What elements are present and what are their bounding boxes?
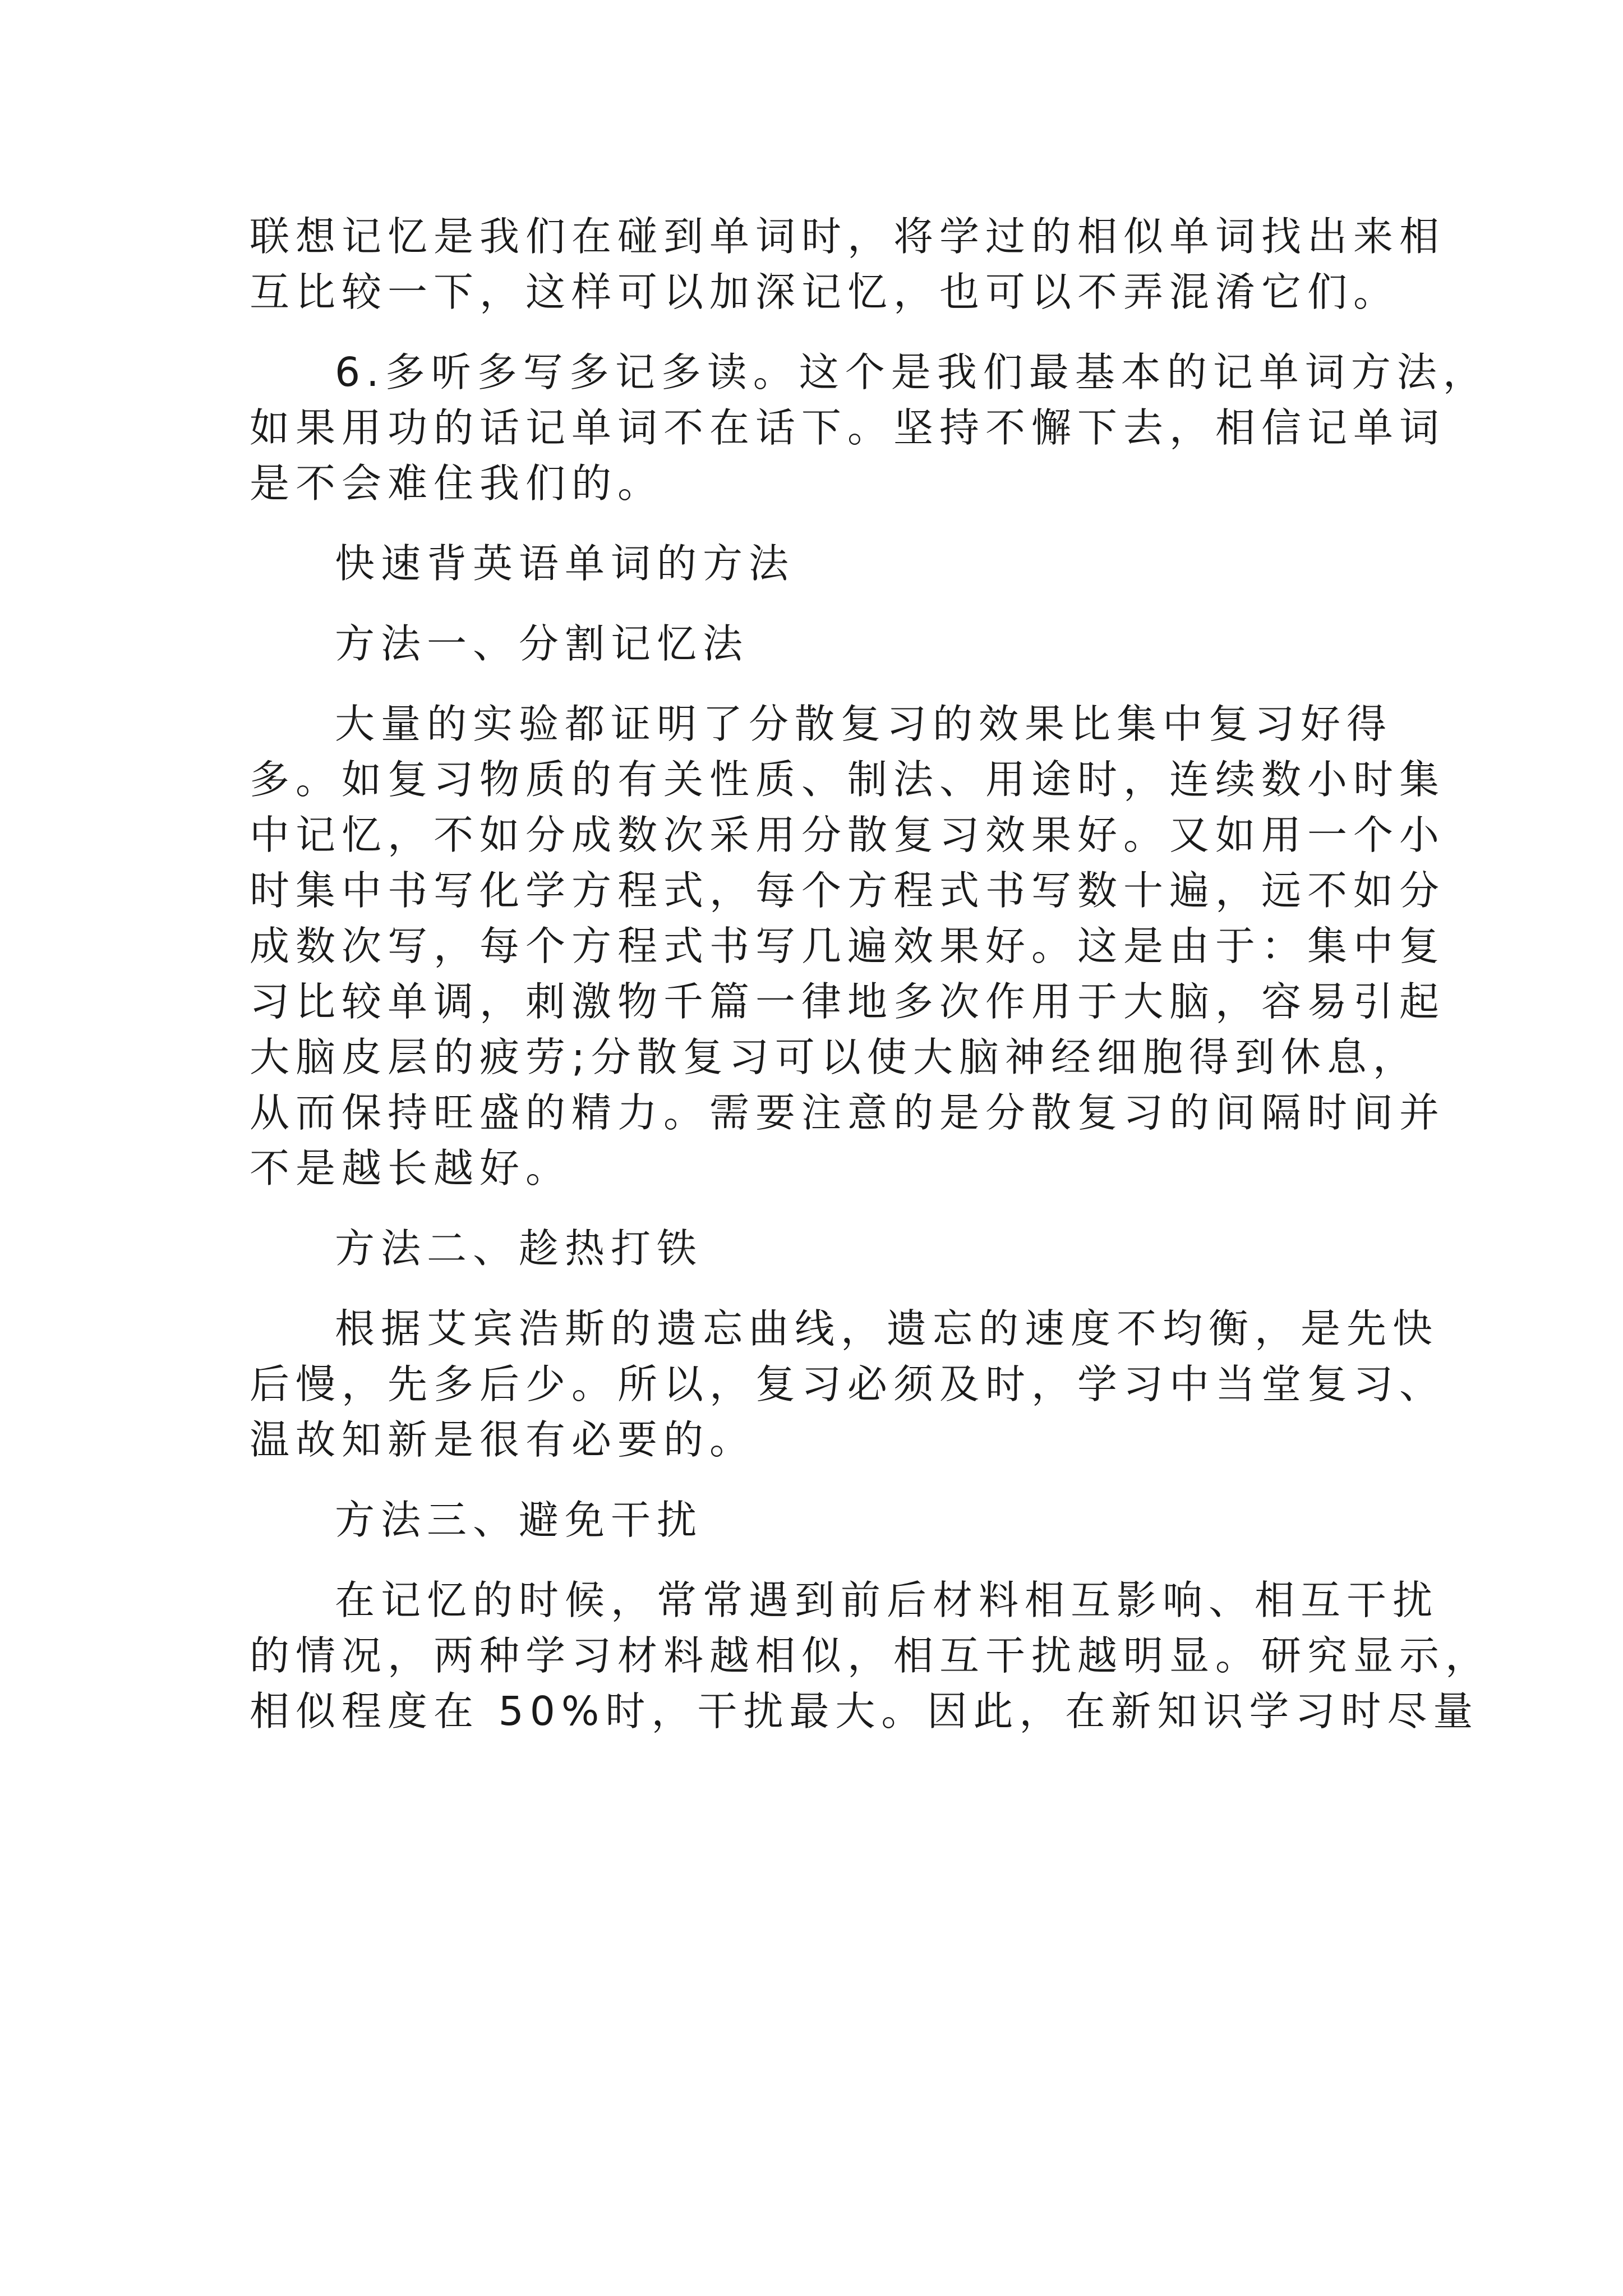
text-line: 根据艾宾浩斯的遗忘曲线，遗忘的速度不均衡，是先快 — [335, 1305, 1439, 1352]
text-line: 大量的实验都证明了分散复习的效果比集中复习好得 — [335, 701, 1393, 747]
method-heading-1: 方法一、分割记忆法 — [335, 620, 749, 667]
body-text — [250, 209, 1492, 1739]
text-line: 成数次写，每个方程式书写几遍效果好。这是由于：集中复 — [250, 923, 1446, 969]
text-line: 如果用功的话记单词不在话下。坚持不懈下去，相信记单词 — [250, 404, 1446, 451]
method-heading-2: 方法二、趁热打铁 — [335, 1225, 703, 1272]
text-line: 时集中书写化学方程式，每个方程式书写数十遍，远不如分 — [250, 867, 1446, 914]
text-line: 的情况，两种学习材料越相似，相互干扰越明显。研究显示， — [250, 1632, 1492, 1679]
text-line: 联想记忆是我们在碰到单词时，将学过的相似单词找出来相 — [250, 213, 1446, 260]
text-line: 相似程度在 50%时，干扰最大。因此，在新知识学习时尽量 — [250, 1688, 1479, 1734]
text-line: 是不会难住我们的。 — [250, 460, 664, 507]
text-line: 互比较一下，这样可以加深记忆，也可以不弄混淆它们。 — [250, 269, 1400, 315]
list-item-6: 6.多听多写多记多读。这个是我们最基本的记单词方法， — [335, 349, 1489, 395]
text-line: 多。如复习物质的有关性质、制法、用途时，连续数小时集 — [250, 756, 1446, 803]
text-line: 后慢，先多后少。所以，复习必须及时，学习中当堂复习、 — [250, 1361, 1446, 1407]
text-line: 从而保持旺盛的精力。需要注意的是分散复习的间隔时间并 — [250, 1089, 1446, 1136]
text-line: 温故知新是很有必要的。 — [250, 1416, 756, 1463]
text-line: 在记忆的时候，常常遇到前后材料相互影响、相互干扰 — [335, 1577, 1439, 1623]
method-heading-3: 方法三、避免干扰 — [335, 1497, 703, 1543]
section-heading: 快速背英语单词的方法 — [335, 540, 795, 587]
text-line: 大脑皮层的疲劳;分散复习可以使大脑神经细胞得到休息， — [250, 1034, 1419, 1080]
text-line: 中记忆，不如分成数次采用分散复习效果好。又如用一个小 — [250, 812, 1446, 858]
text-line: 不是越长越好。 — [250, 1145, 572, 1191]
text-line: 习比较单调，刺激物千篇一律地多次作用于大脑，容易引起 — [250, 978, 1446, 1025]
